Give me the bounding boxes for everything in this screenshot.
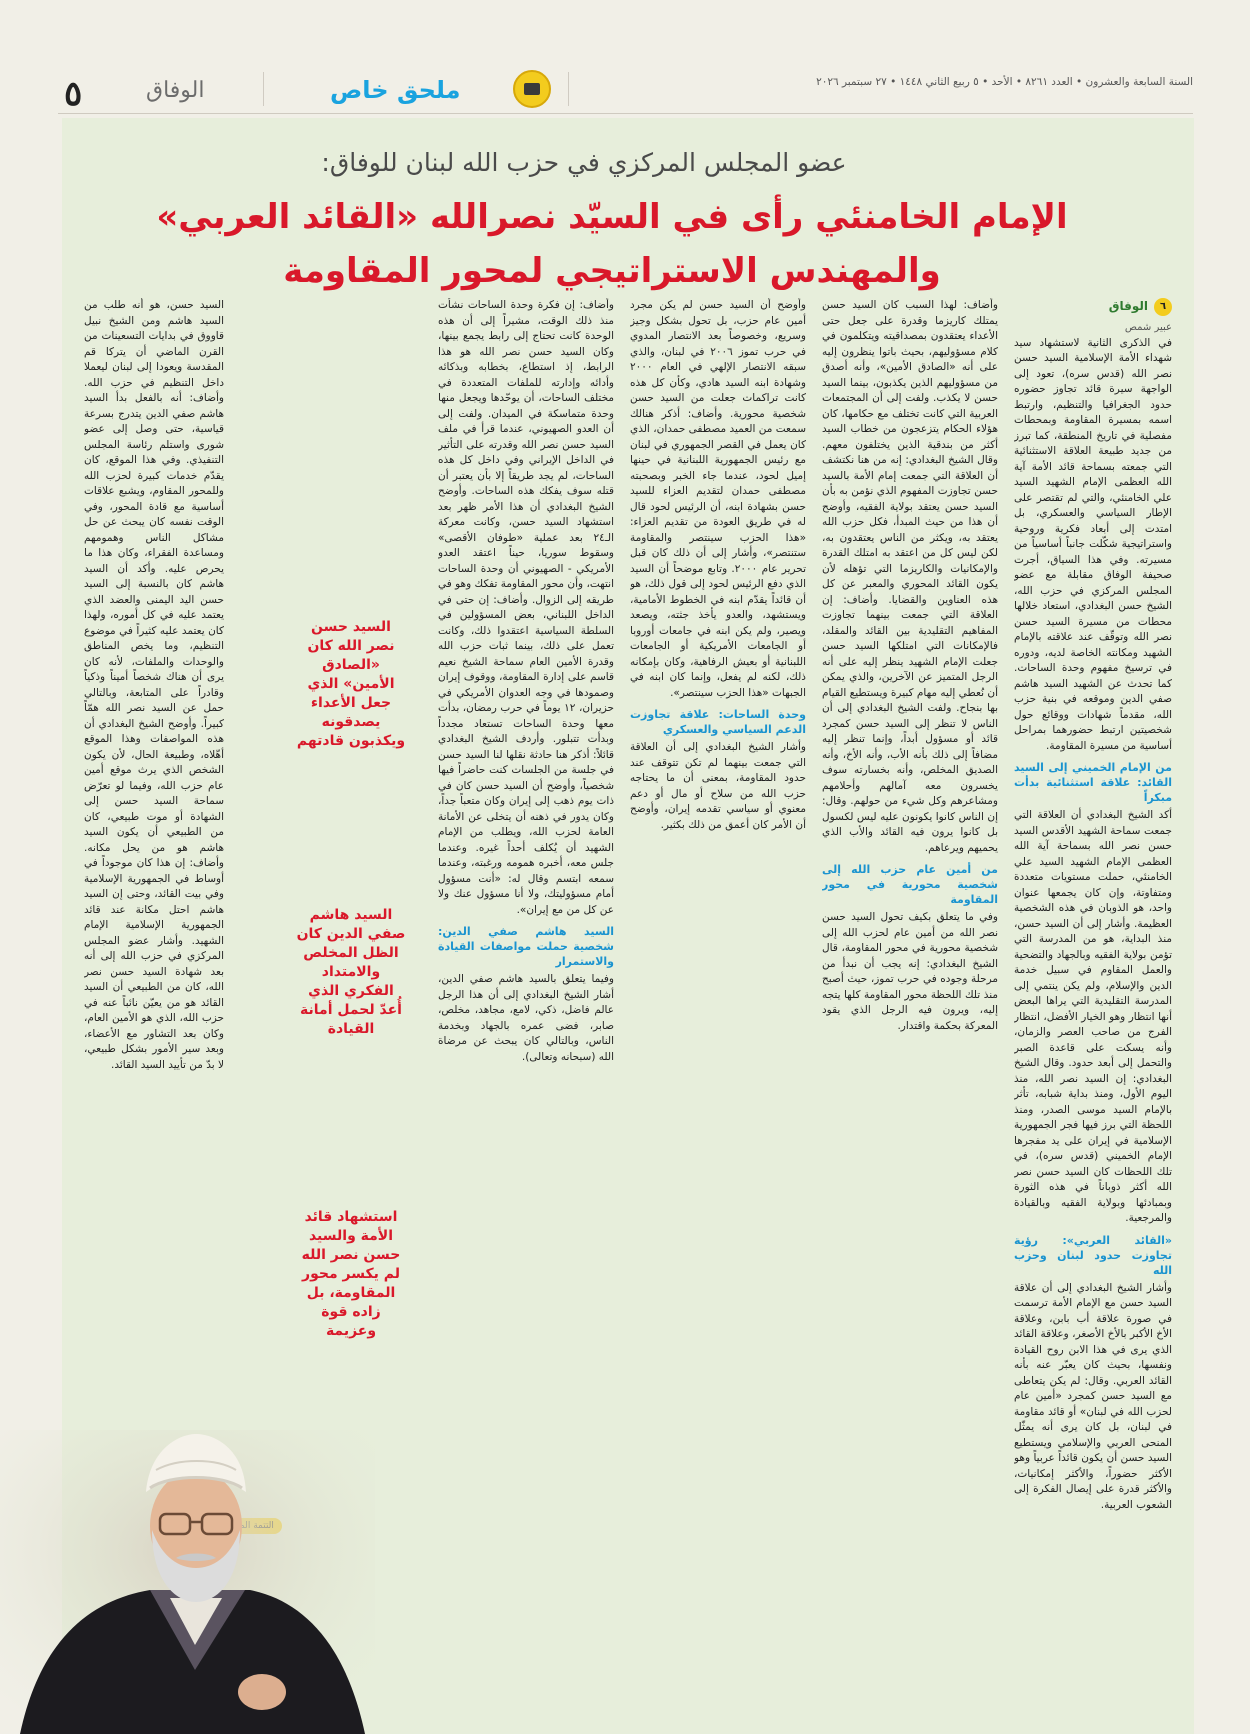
- emblem-icon: [513, 70, 551, 108]
- divider: [568, 72, 569, 106]
- article-kicker: عضو المجلس المركزي في حزب الله لبنان للوفاق:: [321, 148, 847, 177]
- article-column-3: [630, 298, 806, 1708]
- masthead: [58, 62, 1193, 114]
- headline-line-1: الإمام الخامنئي رأى في السيّد نصرالله «القائد العربي»: [156, 197, 1068, 237]
- section-heading: من الإمام الخميني إلى السيد القائد: علاقة استثنائية بدأت مبكراً: [1014, 761, 1172, 804]
- body-paragraph: وأشار الشيخ البغدادي إلى أن العلاقة التي جمعت بينهما لم تكن تتوقف عند حدود المقاومة، بمعنى أن ما يحتاجه حزب الله من سلاح أو مال أو دعم معنوي أو سياسي تقدمه إيران، وأوضح أن الأمر كان أعمق من ذلك بكثير.: [630, 741, 806, 831]
- section-heading: السيد هاشم صفي الدين: شخصية حملت مواصفات القيادة والاستمرار: [438, 925, 614, 968]
- article-intro: في الذكرى الثانية لاستشهاد سيد شهداء الأمة الإسلامية السيد حسن نصر الله (قدس سره)، تعود إلى الواجهة سيرة قائد تجاوز حضوره حدود الجغرافيا والتنظيم، وارتبط اسمه بمسيرة المقاومة وبمحطات مفصلية في تاريخ المنطقة، كما تبرز من جديد طبيعة العلاقة الاستثنائية التي جمعته بسماحة قائد الأمة آية الله العظمى الإمام الشهيد السيد علي الخامنئي، والتي لم تقتصر على الإطار السياسي والعسكري، بل امتدت إلى أبعاد فكرية وروحية واستراتيجية شكّلت جانباً أساسياً من مسيرته. وفي هذا السياق، أجرت صحيفة الوفاق مقابلة مع عضو المجلس المركزي في حزب الله، الشيخ حسن البغدادي، استعاد خلالها محطات من مسيرة السيد حسن نصر الله وتوقّف عند علاقته بالإمام الشهيد ومكانته الخاصة لديه، ودوره في ترسيخ مفهوم وحدة الساحات. كما تحدث عن الشهيد السيد هاشم صفي الدين وموقعه في بنية حزب الله، مقدماً شهادات ووقائع حول شخصيتين ارتبط حضورهما بمراحل أساسية من مسيرة المقاومة.: [1014, 336, 1172, 752]
- body-paragraph: وأوضح أن السيد حسن لم يكن مجرد أمين عام حزب، بل تحول بشكل وجيز وسريع، وخصوصاً بعد الانتصار المدوي في حرب تموز ٢٠٠٦ في لبنان، والذي سبقه الانتصار الإلهي في العام ٢٠٠٠ وشهادة ابنه السيد هادي، وكأن كل هذه كانت تراكمات جعلت من السيد حسن شخصية محورية. وأضاف: أذكر هنالك سمعت من العميد مصطفى حمدان، الذي كان يعمل في القصر الجمهوري في لبنان مع رئيس الجمهورية اللبنانية في حينها إميل لحود، عندما جاء الخبر وبصحبته مصطفى حمدان لتقديم العزاء للسيد حسن بشهادة ابنه، أن الرئيس لحود قال له في طريق العودة من تقديم العزاء: «هذا الحزب سينتصر والمقاومة ستنتصر»، وأشار إلى أن ذلك كان قبل تحرير عام ٢٠٠٠. وتابع موضحاً أن السيد الذي دفع الرئيس لحود إلى قول ذلك، هو أن قائداً يقدّم ابنه في الخطوط الأمامية، ويستشهد، والعدو يأخذ جثته، ويصعد ويصير، ولم يكن ابنه في جامعات أوروبا أو الجامعات الأمريكية أو الجامعات اللبنانية أو بعيش الرفاهية، وكان بإمكانه ذلك، لكنه لم يفعل، وإنما كان ابنه في الجبهات «هذا الحزب سينتصر».: [630, 299, 806, 699]
- pull-quote: استشهاد قائد الأمة والسيد حسن نصر الله لم يكسر محور المقاومة، بل زاده قوة وعزيمة: [301, 1209, 401, 1339]
- page-badge: ٦: [1154, 298, 1172, 316]
- divider: [263, 72, 264, 106]
- byline-brand: الوفاق: [1108, 299, 1148, 314]
- author-name: عبير شمص: [1124, 322, 1172, 333]
- body-paragraph: وأشار الشيخ البغدادي إلى أن علاقة السيد حسن مع الإمام الأمة ترسمت في صورة علاقة أب بابن، وعلاقة الأخ الأكبر بالأخ الأصغر، وعلاقة القائد الذي يرى في هذا الابن روح القيادة ونفسها، بحيث كان يعبّر عنه بأنه القائد العربي. وقال: لم يكن يتعاطى مع السيد حسن كمجرد «أمين عام لحزب الله في لبنان» أو قائد مقاومة في لبنان، بل كان يرى أنه يمثّل المنحى العربي والإسلامي ويستطيع السيد حسن أن يكون قائداً عربياً وهو الأكثر حضوراً، والأكثر إمكانيات، والأكثر قدرة على إيصال الفكرة إلى الشعوب العربية.: [1014, 1281, 1172, 1511]
- section-heading: «القائد العربي»: رؤية تجاوزت حدود لبنان وحزب الله: [1014, 1233, 1172, 1277]
- article-column-4: [438, 298, 614, 1708]
- body-paragraph: وفي ما يتعلق بكيف تحول السيد حسن نصر الله من أمين عام لحزب الله إلى شخصية محورية في محور المقاومة، قال الشيخ البغدادي: إنه يجب أن نبدأ من مرحلة وجوده في حرب تموز، حيث أصبح منذ تلك اللحظة محور المقاومة كلها يتجه إليه، ويرون فيه الرجل الذي يقود المعركة بحكمة واقتدار.: [822, 911, 998, 1032]
- pull-quote: السيد حسن نصر الله كان «الصادق الأمين» الذي جعل الأعداء يصدقونه ويكذبون قادتهم: [296, 619, 406, 749]
- body-paragraph: وأضاف: لهذا السبب كان السيد حسن يمتلك كاريزما وقدرة على جعل حتى الأعداء يعتقدون بمصداقيته ويتكلمون في كلام مسؤوليهم، بحيث باتوا ينظرون إليه على أنه «الصادق الأمين»، وأنه أصدق من مسؤوليهم الذين يكذبون، بينما السيد حسن لا يكذب. ولفت إلى أن المجتمعات العربية التي كانت تختلف مع حكامها، كان هؤلاء الحكام يتزعجون من خطاب السيد أكثر من بندقية الذين يختلفون معهم. وقال الشيخ البغدادي: إنه من هنا نكتشف أن العلاقة التي جمعت إمام الأمة بالسيد حسن تجاوزت المفهوم الذي نؤمن به بأن السيد حسن يعتقد بولاية الفقيه، وأوضح أن هذا من حيث المبدأ، فكل حزب الله يعتقد به، ويكثر من الناس يعتقدون به، لكن ليس كل من اعتقد به امتلك القدرة والإمكانيات والكاريزما التي تؤهله لأن يكون القائد المحوري والمعبر عن كل هذه العناوين والقضايا. وأضاف: إن العلاقة التي جمعت بينهما تجاوزت المفاهيم التقليدية بين القائد والمقلد، فالإمكانات التي امتلكها السيد حسن جعلت الإمام الشهيد ينظر إليه على أنه الرجل المتميز عن الآخرين، والذي يمكن أن نُعطي إليه مهام كبيرة ويستطيع القيام بها بنجاح. ولفت الشيخ البغدادي إلى أن الناس لا تنظر إلى السيد حسن كمجرد قائد أو مسؤول أبداً، وإنما تنظر إليه مضافاً إلى ذلك بأنه الأب، وأنه الأخ، وأنه الصديق المخلص، وأنه بخسارته سوف يخسرون معه آمالهم وأحلامهم ومشاعرهم وكل شيء من حولهم. وقال: إن الناس كانوا يكونون عليه ليس لكسول بل كانوا يرون فيه القائد والأب الذي يحميهم ويرعاهم.: [822, 299, 998, 854]
- byline: [1014, 298, 1172, 316]
- portrait-photo: [0, 1430, 375, 1734]
- page-number: ٥: [64, 74, 83, 114]
- body-paragraph: أكد الشيخ البغدادي أن العلاقة التي جمعت سماحة الشهيد الأقدس السيد حسن نصر الله بسماحة آية الله العظمى الإمام الشهيد السيد علي الخامنئي، حملت مستويات متعددة ومتفاوتة، وإن كان يجمعها عنوان واحد، هو الذوبان في هذه الشخصية العظيمة. وأشار إلى أن السيد حسن، منذ البداية، هو من المدرسة التي تؤمن بولاية الفقيه وبالجهاد والتضحية والعمل المقاوم في سبيل خدمة الدين والإسلام، ولم يكن ينتمي إلى المدرسة التقليدية التي يراها البعض أنها انتظار وهو الخيار الأفضل، انتظار الفرج من صاحب العصر والزمان، وأنه يسكت على قاعدة الصبر والتحمل إلى أبعد حدود. وقال الشيخ البغدادي: إن السيد نصر الله، منذ اليوم الأول، ومنذ بداية شبابه، تأثر بالإمام السيد موسى الصدر، ومنذ اللحظة التي برز فيها فجر الجمهورية الإسلامية في إيران على يد مفجرها الإمام الخميني (قدس سره)، في تلك اللحظات كان السيد حسن نصر الله أكثر ذوباناً في هذه الثورة وبمبادئها وبولاية الفقيه وبالقيادة والمرجعية.: [1014, 809, 1172, 1224]
- body-paragraph: وفيما يتعلق بالسيد هاشم صفي الدين، أشار الشيخ البغدادي إلى أن هذا الرجل عالم فاضل، ذكي، لامع، مجاهد، مخلص، صابر، فضى عمره بالجهاد وبخدمة الناس، وبالتالي كان يبحث عن مرضاة الله (سبحانه وتعالى).: [438, 973, 614, 1063]
- section-heading: وحدة الساحات: علاقة تجاوزت الدعم السياسي والعسكري: [630, 708, 806, 736]
- body-paragraph: السيد حسن، هو أنه طلب من السيد هاشم ومن الشيخ نبيل قاووق في بدايات التسعينات من القرن الماضي أن يتركا قم المقدسة ويعودا إلى لبنان ليعملا داخل التنظيم في حزب الله. وأضاف: أنه بالفعل بدأ السيد هاشم صفي الدين يتدرج بسرعة قياسية، حتى وصل إلى عضو شورى واستلم رئاسة المجلس التنفيذي. وفي هذا الموقع، كان يقدّم خدمات كبيرة لحزب الله وللمحور المقاوم، ويشبع علاقات أساسية مع قادة المحور، وفي الوقت نفسه كان يبحث عن حل مشاكل الناس وهمومهم ومساعدة الفقراء، وكان هذا ما يحرص عليه. وأكد أن السيد هاشم كان بالنسبة إلى السيد حسن اليد اليمنى والعضد الذي يعتمد عليه في كل أموره، ولهذا كان يعتمد عليه كثيراً في موضوع التنظيم، وما يخص المناطق والوحدات والملفات، لأنه كان يرى أن هناك شخصاً أميناً وذكياً وقادراً على المتابعة، وبالتالي حمل عن السيد نصر الله همّاً كبيراً. وأوضح الشيخ البغدادي أن هذه المواصفات وهذا الموقع أهّلاه، وطبيعة الحال، لأن يكون الشخص الذي يرث موقع أمين عام حزب الله، وفيما لو تعرّض سماحة السيد حسن إلى الشهادة أو موت طبيعي، كان من الطبيعي أن يكون السيد هاشم هو من يحل مكانه. وأضاف: إن هذا كان موجوداً في أوساط في الجمهورية الإسلامية وفي بيت القائد، وحتى إن السيد هاشم احتل مكانة عند قائد الجمهورية الإسلامية الإمام الشهيد. وأشار عضو المجلس المركزي في حزب الله إلى أنه بعد شهادة السيد حسن نصر الله، كان من الطبيعي أن السيد القائد هو من يعيّن نائباً عنه في حزب الله، الذي هو الأمين العام، وكان بعد التشاور مع الأعضاء، وبعد سير الأمور بشكل طبيعي، لا بدّ من تأييد السيد القائد.: [84, 299, 224, 1071]
- section-title: ملحق خاص: [330, 76, 461, 104]
- section-heading: من أمين عام حزب الله إلى شخصية محورية في محور المقاومة: [822, 863, 998, 906]
- issue-info: السنة السابعة والعشرون • العدد ٨٢٦١ • الأحد • ٥ ربيع الثاني ١٤٤٨ • ٢٧ سبتمبر ٢٠٢٦: [816, 76, 1193, 88]
- article-headline: [122, 190, 1102, 298]
- article-column-5: [84, 298, 224, 1428]
- body-paragraph: وأضاف: إن فكرة وحدة الساحات نشأت منذ ذلك الوقت، مشيراً إلى أن هذه الوحدة كانت تحتاج إلى رابط يجمع بينها، وكان السيد حسن نصر الله هو هذا الرابط، إذ استطاع، بخطابه وبذكائه وأدائه وإدارته للملفات المتعددة في مختلف الساحات، أن يوحّدها ويجعل منها وحدة متماسكة في الميدان. ولفت إلى أن العدو الصهيوني، عندما قرأ في ملف السيد حسن نصر الله وقدرته على التأثير في الداخل الإيراني وفي داخل كل هذه الساحات، لم يجد طريقاً إلا بأن يعتبر أن قتله سوف يفكك هذه الساحات. وأوضح الشيخ البغدادي أن هذا الأمر ظهر بعد استشهاد السيد حسن، وكانت معركة الـ٢٤ بعد عملية «طوفان الأقصى» وسقوط سوريا، حيناً اعتقد العدو الأمريكي - الصهيوني أن وحدة الساحات انتهت، وأن محور المقاومة تفكك وهو في طريقه إلى الزوال. وأضاف: إن حتى في الداخل اللبناني، بعض المسؤولين في السلطة السياسية اعتقدوا ذلك، وكانت تعمل على ذلك، بينما ثبات حزب الله وقدرة الأمين العام سماحة الشيخ نعيم قاسم على إدارة المقاومة، ووقوف إيران وصمودها في وجه العدوان الأمريكي في حزيران، ١٢ يوماً في حرب رمضان، بدأت معها وحدة الساحات تستعاد مجدداً وبدأت تتبلور. وأردف الشيخ البغدادي قائلاً: أذكر هنا حادثة نقلها لنا السيد حسن في جلسة من الجلسات كنت حاضراً فيها شخصياً، وأوضح أن السيد حسن كان في ذات يوم ذهب إلى إيران وكان متعباً جداً، وكان يدور في ذهنه أن يتخلى عن الأمانة العامة لحزب الله، ويطلب من الإمام الشهيد أن يُكلف أحداً غيره. وعندما جلس معه، أخبره همومه ورغبته، وعندما سمعه ابتسم وقال له: «أنت مسؤول أمام مسؤوليتك، ولا أنا مسؤول عنك ولا عن كل من مع إيران».: [438, 299, 614, 916]
- article-column-2: [822, 298, 998, 1708]
- pull-quote: السيد هاشم صفي الدين كان الظل المخلص والامتداد الفكري الذي أُعدّ لحمل أمانة القيادة: [296, 907, 406, 1037]
- headline-line-2: والمهندس الاستراتيجي لمحور المقاومة: [283, 251, 941, 291]
- newspaper-brand: الوفاق: [146, 78, 205, 103]
- article-column-1: [1014, 298, 1172, 1708]
